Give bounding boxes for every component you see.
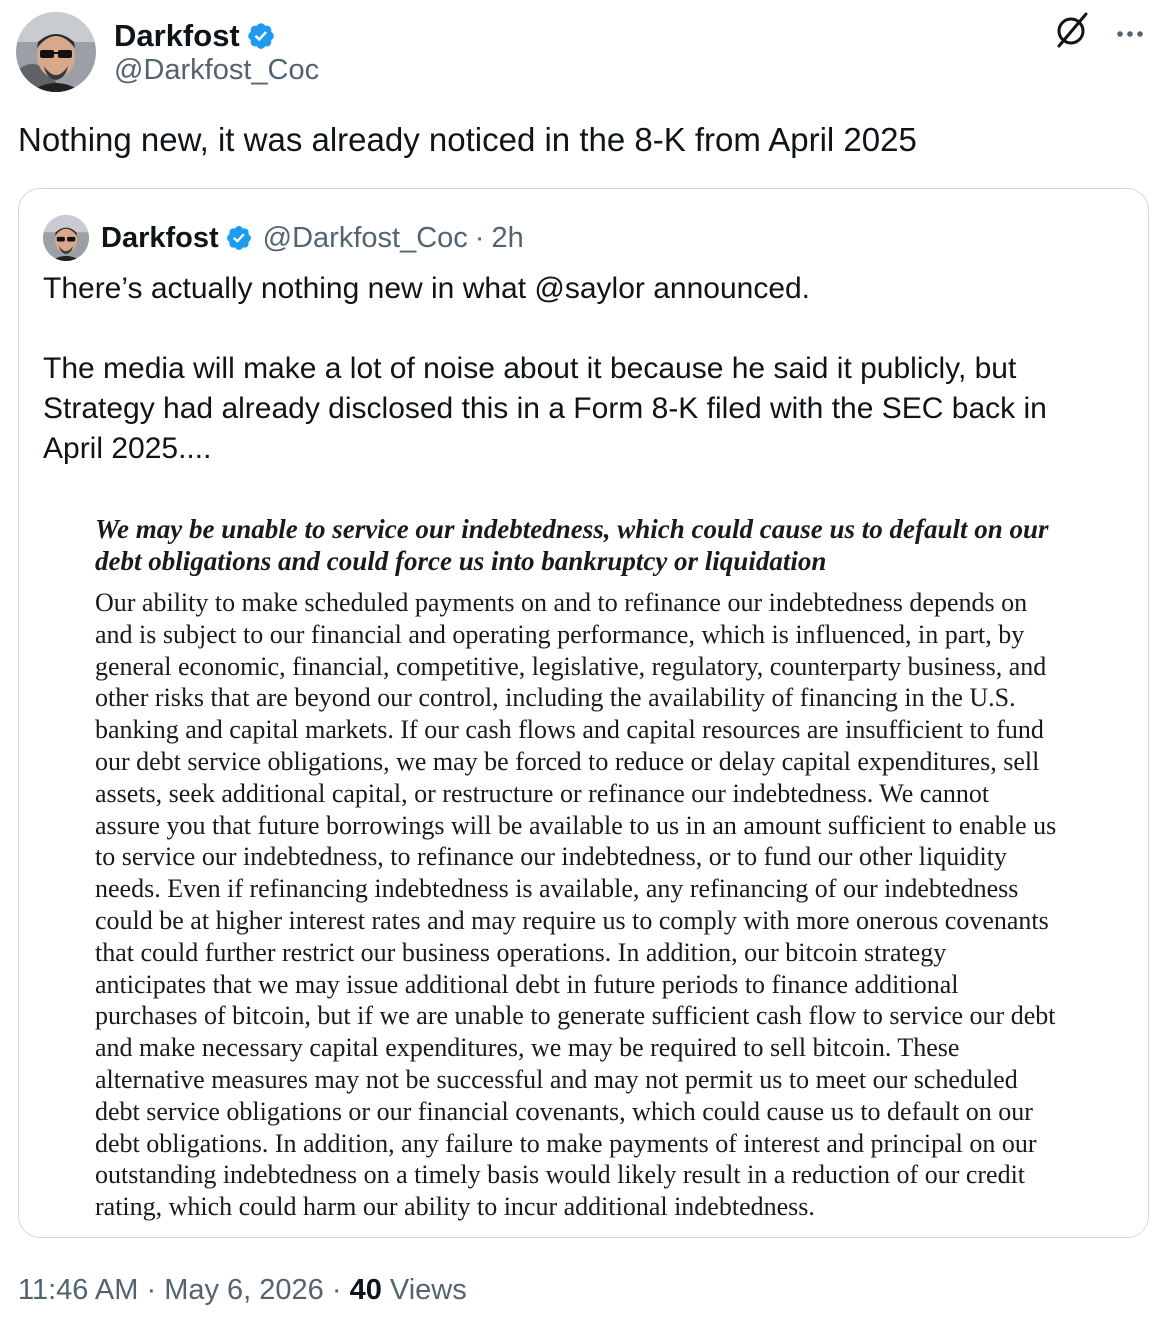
document-title-line: We may be unable to service our indebtedness, which could cause us to default on our bbox=[95, 514, 1049, 544]
separator-dot: · bbox=[474, 221, 485, 254]
verified-badge-icon bbox=[225, 224, 253, 252]
tweet-date[interactable]: May 6, 2026 bbox=[164, 1274, 324, 1306]
tweet-meta bbox=[18, 1270, 467, 1310]
document-line: our debt service obligations, we may be forced to reduce or delay capital expenditures, sell bbox=[95, 746, 1040, 776]
avatar[interactable] bbox=[16, 12, 96, 92]
separator-dot: · bbox=[331, 1274, 342, 1306]
document-title bbox=[95, 513, 1049, 577]
author-name[interactable]: Darkfost bbox=[114, 18, 240, 53]
document-title-line: debt obligations and could force us into bankruptcy or liquidation bbox=[95, 546, 827, 576]
verified-badge-icon bbox=[246, 21, 276, 51]
quoted-author-handle: @Darkfost_Coc bbox=[262, 221, 468, 254]
document-line: could be at higher interest rates and may require us to comply with more onerous covenants bbox=[95, 905, 1049, 935]
quoted-tweet-header bbox=[43, 217, 524, 259]
more-icon[interactable] bbox=[1110, 10, 1150, 50]
document-line: general economic, financial, competitive, legislative, regulatory, counterparty business, and bbox=[95, 651, 1047, 681]
quoted-author-name: Darkfost bbox=[101, 221, 219, 254]
document-line: to service our indebtedness, to refinance our indebtedness, or to fund our other liquidity bbox=[95, 842, 1007, 872]
quoted-paragraph-line: Strategy had already disclosed this in a Form 8-K filed with the SEC back in bbox=[43, 392, 1047, 425]
views-label: Views bbox=[389, 1274, 467, 1306]
document-line: that could further restrict our business operations. In addition, our bitcoin strategy bbox=[95, 937, 947, 967]
document-line: debt service obligations or our financial covenants, which could cause us to default on our bbox=[95, 1096, 1033, 1126]
document-line: and make necessary capital expenditures, we may be required to sell bitcoin. These bbox=[95, 1033, 960, 1063]
document-screenshot[interactable] bbox=[19, 505, 1149, 1238]
tweet-time[interactable]: 11:46 AM bbox=[18, 1274, 139, 1306]
document-line: rating, which could harm our ability to incur additional indebtedness. bbox=[95, 1192, 815, 1222]
document-line: outstanding indebtedness on a timely basis would likely result in a reduction of our credit bbox=[95, 1160, 1026, 1190]
quoted-paragraph: There’s actually nothing new in what @saylor announced. bbox=[43, 272, 811, 305]
document-line: purchases of bitcoin, but if we are unable to generate sufficient cash flow to service our debt bbox=[95, 1001, 1056, 1031]
tweet-header bbox=[16, 8, 1158, 92]
tweet-text: Nothing new, it was already noticed in the 8-K from April 2025 bbox=[18, 121, 917, 158]
document-line: assure you that future borrowings will be available to us in an amount sufficient to enable us bbox=[95, 810, 1057, 840]
document-line: alternative measures may not be successful and may not permit us to meet our scheduled bbox=[95, 1064, 1018, 1094]
document-line: assets, seek additional capital, or restructure or refinance our indebtedness. We cannot bbox=[95, 778, 990, 808]
author-name-row[interactable] bbox=[114, 16, 276, 56]
document-line: and is subject to our financial and operating performance, which is influenced, in part, by bbox=[95, 619, 1025, 649]
document-line: debt obligations. In addition, any failure to make payments of interest and principal on our bbox=[95, 1128, 1037, 1158]
separator-dot: · bbox=[146, 1274, 157, 1306]
author-handle[interactable]: @Darkfost_Coc bbox=[114, 54, 320, 86]
document-line: other risks that are beyond our control, including the availability of financing in the U.S. bbox=[95, 683, 1016, 713]
document-line: needs. Even if refinancing indebtedness is available, any refinancing of our indebtedness bbox=[95, 874, 1019, 904]
grok-icon[interactable] bbox=[1052, 10, 1092, 50]
views-count: 40 bbox=[349, 1274, 382, 1306]
quoted-avatar bbox=[43, 215, 89, 261]
quoted-paragraph-line: The media will make a lot of noise about it because he said it publicly, but bbox=[43, 352, 1017, 385]
document-line: anticipates that we may issue additional debt in future periods to finance additional bbox=[95, 969, 959, 999]
document-body bbox=[95, 587, 1056, 1223]
quoted-paragraph-line: April 2025.... bbox=[43, 432, 212, 465]
quoted-tweet[interactable] bbox=[18, 188, 1149, 1238]
quoted-timestamp: 2h bbox=[491, 221, 524, 254]
document-line: Our ability to make scheduled payments on and to refinance our indebtedness depends on bbox=[95, 588, 1028, 617]
document-line: banking and capital markets. If our cash flows and capital resources are insufficient to fund bbox=[95, 715, 1044, 745]
quoted-tweet-text bbox=[43, 269, 1123, 469]
